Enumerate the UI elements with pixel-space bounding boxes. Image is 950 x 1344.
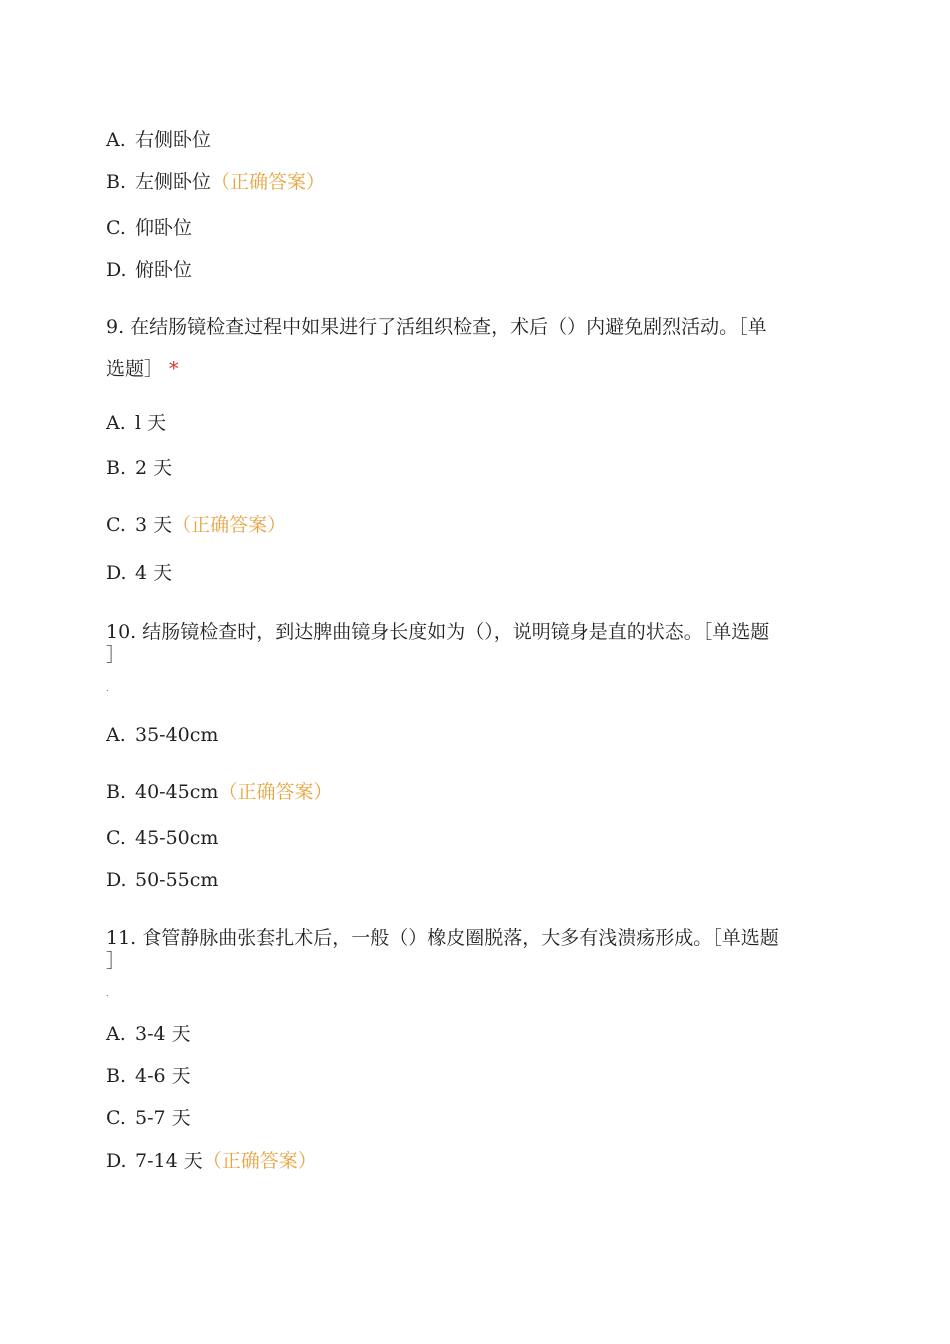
option-text: 仰卧位 [135,217,193,239]
correct-answer-tag: （正确答案） [211,171,326,193]
option-letter: A. [106,412,126,434]
option-text: 3 天 [135,514,173,536]
question-type: 选题］ [106,358,164,380]
option-letter: A. [106,1023,126,1045]
q9-title-line1: 9. 在结肠镜检查过程中如果进行了活组织检查，术后（）内避免剧烈活动。［单 [106,316,767,338]
q11-option-d [106,1149,317,1173]
q11-option-b [106,1064,191,1088]
q11-title-line2: ］ [106,950,126,972]
q9-option-c [106,513,286,537]
option-letter: C. [106,827,126,849]
option-text: 左侧卧位 [135,171,212,193]
q10-title-line2: ］ [106,644,126,666]
option-text: 35-40cm [135,724,219,746]
q10-option-b [106,780,332,804]
q9-option-d [106,561,172,585]
option-letter: B. [106,781,127,803]
q8-option-c [106,216,192,240]
correct-answer-tag: （正确答案） [202,1150,317,1172]
option-letter: A. [106,724,126,746]
option-text: 4 天 [135,562,173,584]
q9-title-line2 [106,357,179,381]
option-letter: D. [106,869,127,891]
option-text: 2 天 [135,457,173,479]
option-text: 右侧卧位 [135,129,212,151]
q10-mark: . [106,684,109,693]
option-letter: C. [106,514,126,536]
q11-option-a [106,1022,191,1046]
option-text: 3-4 天 [135,1023,191,1045]
q10-title-line1: 10. 结肠镜检查时，到达脾曲镜身长度如为（），说明镜身是直的状态。［单选题 [106,621,770,643]
q9-option-b [106,456,172,480]
q11-mark: . [106,989,109,998]
correct-answer-tag: （正确答案） [172,514,287,536]
option-letter: B. [106,457,127,479]
option-letter: A. [106,129,126,151]
option-text: 7-14 天 [135,1150,203,1172]
q10-option-a [106,723,218,747]
q10-option-d [106,868,218,892]
option-text: 俯卧位 [135,259,193,281]
required-mark: * [169,358,179,380]
q8-option-d [106,258,192,282]
option-letter: D. [106,259,127,281]
correct-answer-tag: （正确答案） [218,781,333,803]
q8-option-b [106,170,325,194]
option-letter: C. [106,1107,126,1129]
option-text: 40-45cm [135,781,219,803]
q11-option-c [106,1106,191,1130]
option-text: 4-6 天 [135,1065,191,1087]
option-letter: C. [106,217,126,239]
option-text: 45-50cm [135,827,219,849]
q9-option-a [106,411,166,435]
q8-option-a [106,128,211,152]
option-letter: B. [106,1065,127,1087]
option-letter: D. [106,562,127,584]
option-text: 5-7 天 [135,1107,191,1129]
option-letter: D. [106,1150,127,1172]
option-letter: B. [106,171,127,193]
option-text: 50-55cm [135,869,219,891]
q11-title-line1: 11. 食管静脉曲张套扎术后，一般（）橡皮圈脱落，大多有浅溃疡形成。［单选题 [106,927,779,949]
q10-option-c [106,826,218,850]
option-text: l 天 [135,412,167,434]
